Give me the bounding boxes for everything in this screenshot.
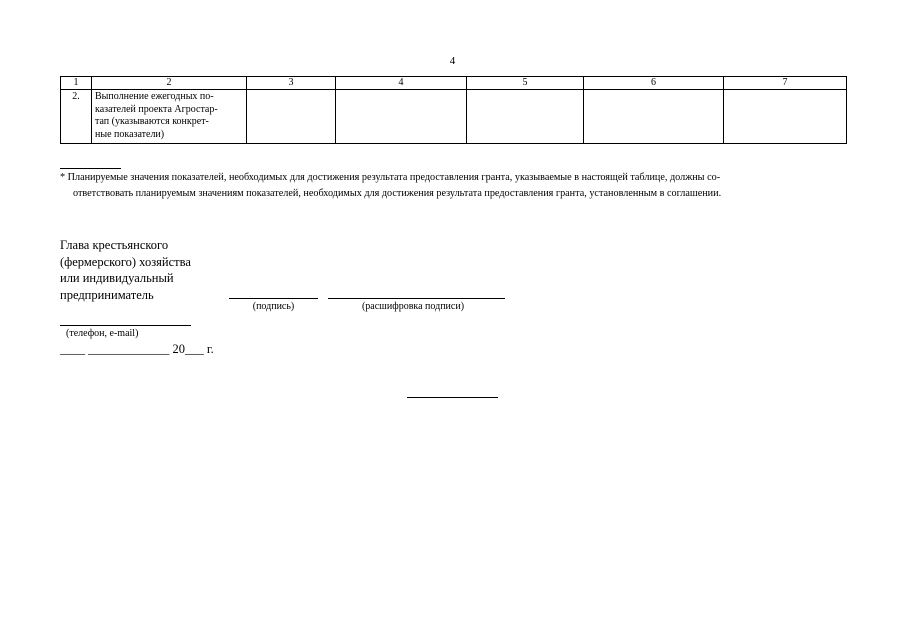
row-description [92,90,247,144]
page-number: 4 [449,55,456,67]
table-header-row [61,77,847,90]
signature-caption: (подпись) [252,301,295,312]
closing-separator [407,397,498,398]
column-header: 6 [584,77,724,90]
row-number: 2. [61,90,92,144]
signatory-title-line: Глава крестьянского [60,238,169,252]
column-header: 2 [92,77,247,90]
description-line: Выполнение ежегодных по- [95,91,214,102]
description-line: тап (указываются конкрет- [95,116,209,127]
indicator-table [60,76,847,144]
contact-line [60,325,191,326]
table-cell [247,90,336,144]
contact-caption: (телефон, e-mail) [66,328,139,339]
column-header: 4 [336,77,467,90]
column-header: 7 [724,77,847,90]
footnote-separator [60,168,121,169]
footnote [60,170,846,201]
table-cell [467,90,584,144]
table-row [61,90,847,144]
signature-transcript-line [328,298,505,299]
signatory-title [60,237,191,303]
signature-line [229,298,318,299]
signatory-title-line: (фермерского) хозяйства [60,254,191,269]
signatory-title-line: или индивидуальный [60,271,174,285]
column-header: 5 [467,77,584,90]
table-cell [336,90,467,144]
footnote-line: ответствовать планируемым значениям показателей, необходимых для достижения результата предоставления гранта, установленным в соглашении. [73,187,722,199]
description-line: казателей проекта Агростар- [95,103,218,115]
column-header: 1 [61,77,92,90]
date-field: ____ _____________ 20___ г. [60,342,214,356]
table-cell [724,90,847,144]
description-line: ные показатели) [95,128,165,140]
table-cell [584,90,724,144]
signature-transcript-caption: (расшифровка подписи) [361,301,465,312]
footnote-line: * Планируемые значения показателей, необходимых для достижения результата предоставления гранта, указываемые в настоящей таблице, должны со- [60,172,721,183]
column-header: 3 [247,77,336,90]
signatory-title-line: предприниматель [60,287,154,302]
